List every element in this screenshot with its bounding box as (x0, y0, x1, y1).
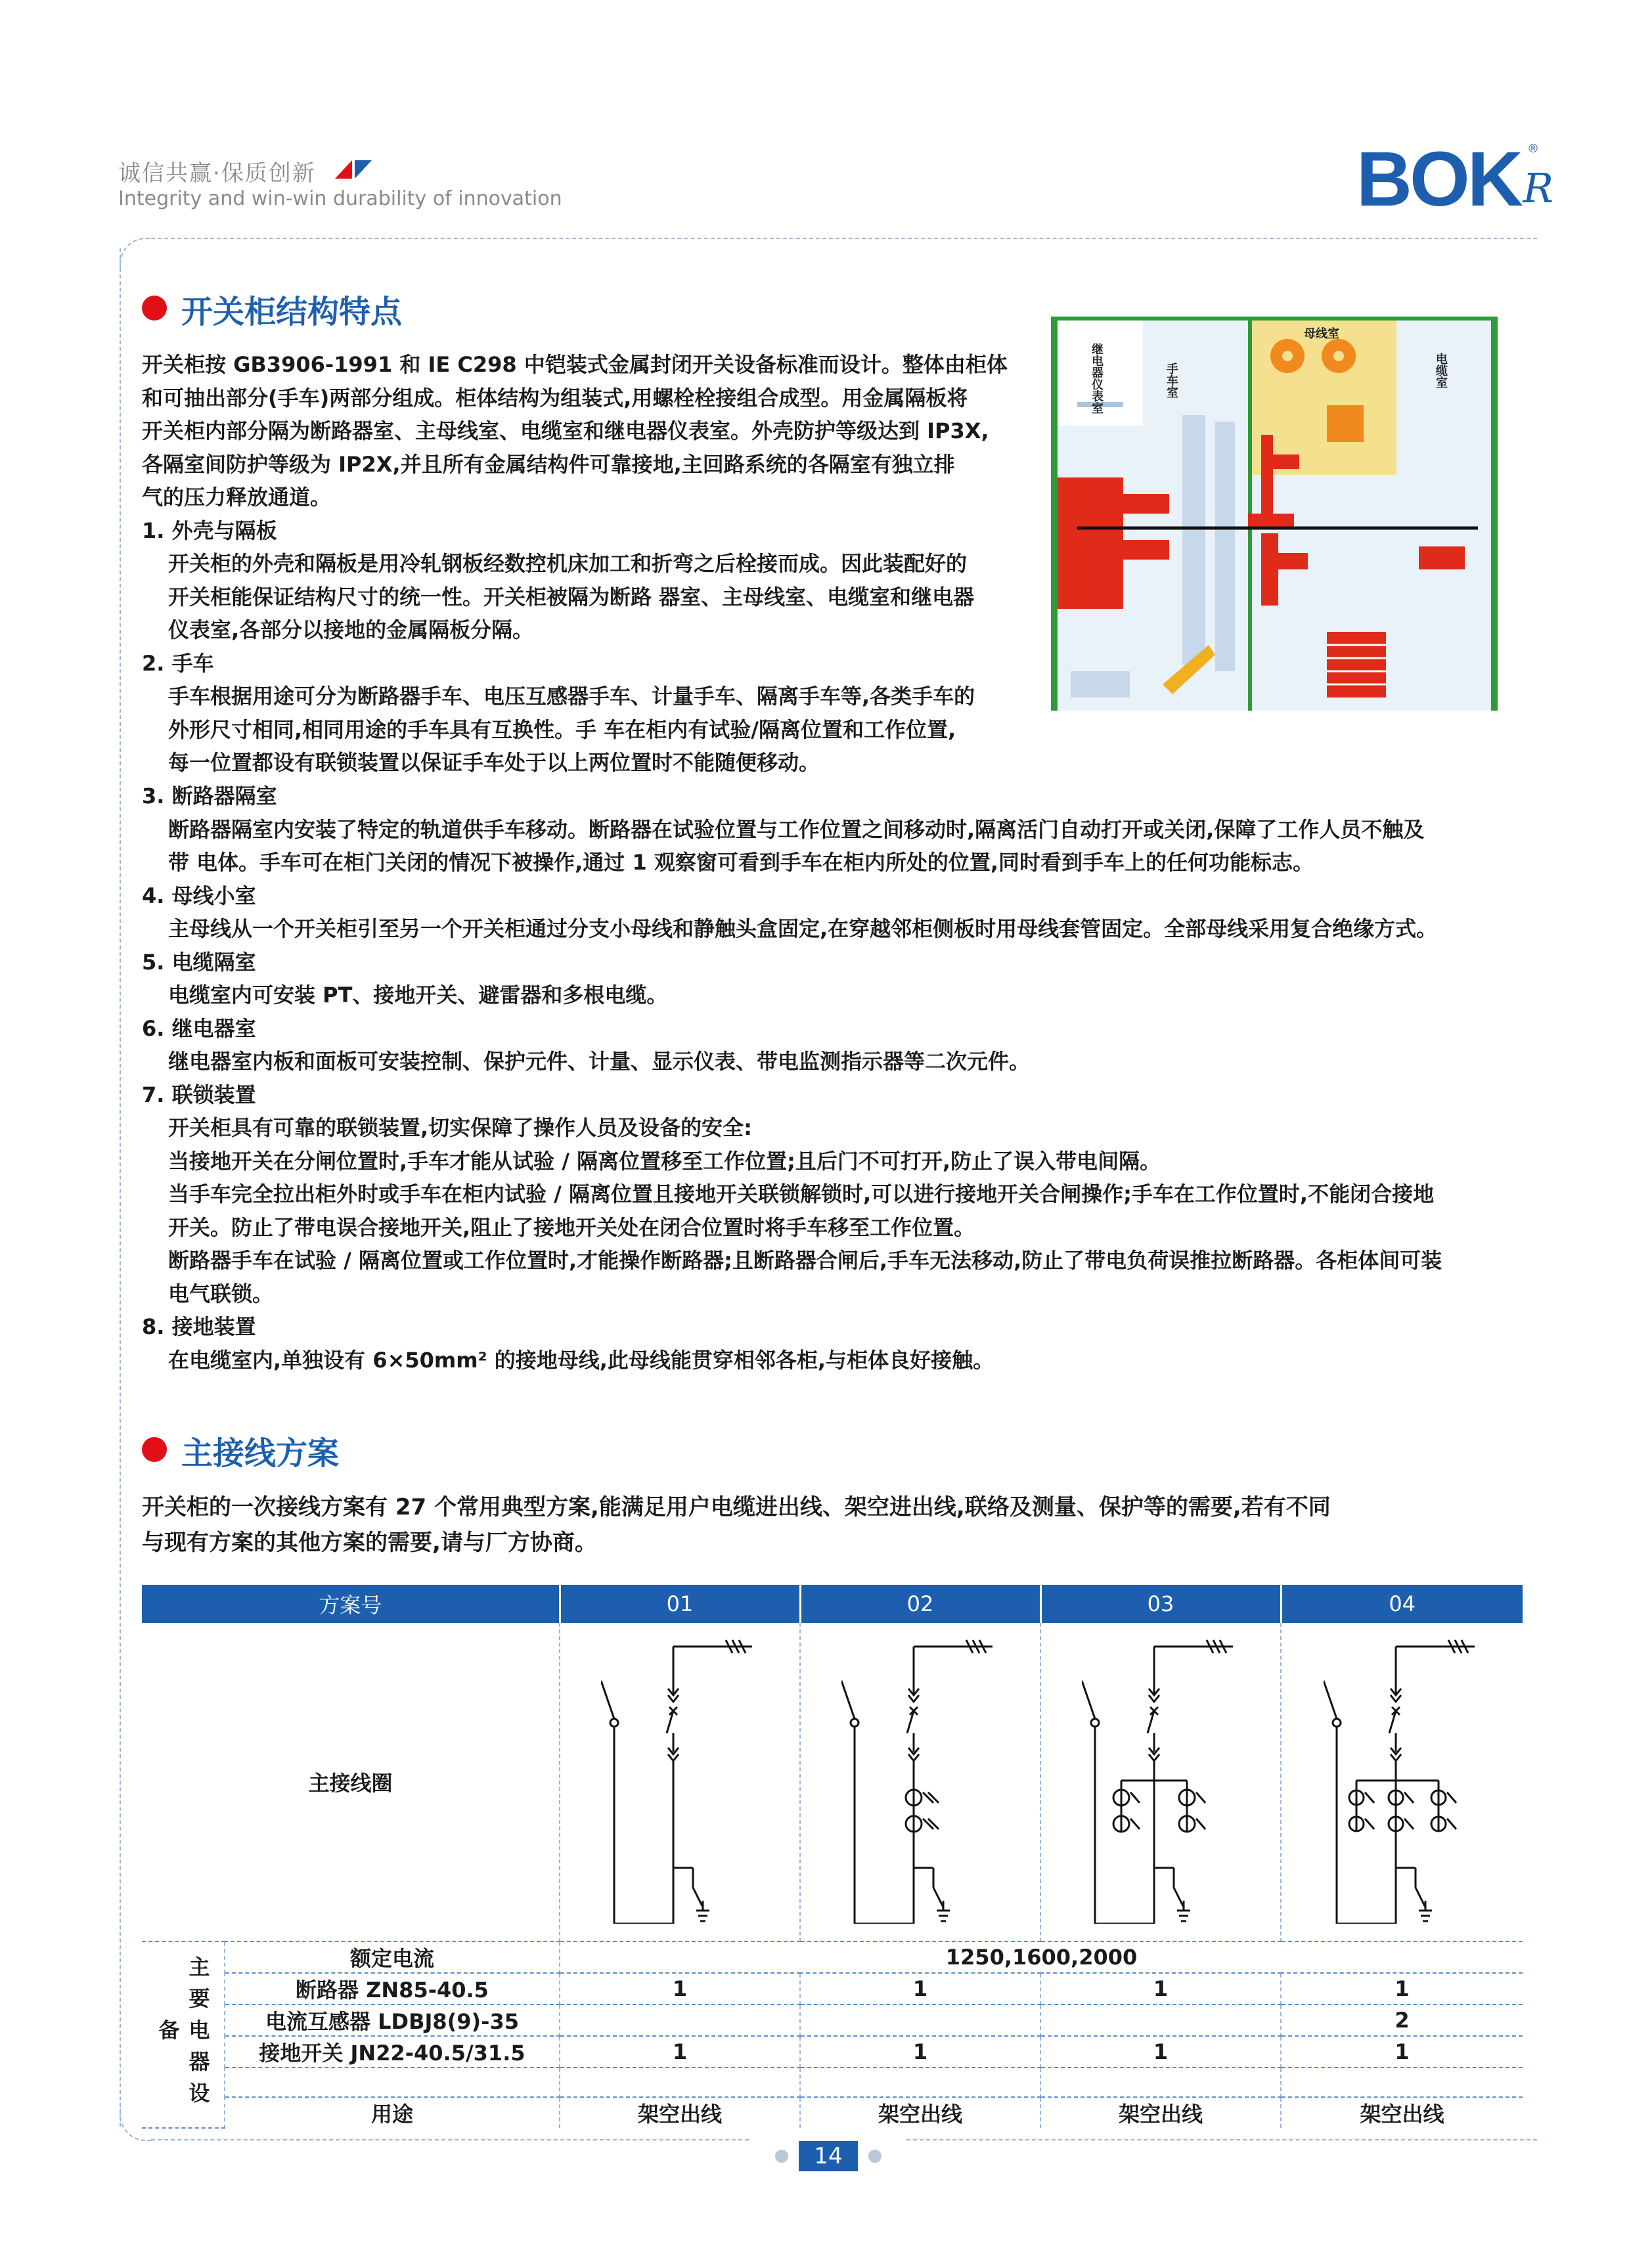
diagram-02 (800, 1623, 1040, 1941)
figure-label-cart: 手车室 (1165, 363, 1178, 398)
intro-line: 气的压力释放通道。 (142, 485, 332, 510)
section1-items-wide (142, 780, 1528, 1377)
cell: 1 (800, 1973, 1040, 2004)
item-line: 继电器室内板和面板可安装控制、保护元件、计量、显示仪表、带电监测指示器等二次元件。 (168, 1049, 1031, 1074)
row-label: 接地开关 JN22-40.5/31.5 (225, 2036, 560, 2068)
footer-line-left (151, 2139, 749, 2140)
diagram-label: 主接线圈 (142, 1623, 560, 1941)
item-head: 4. 母线小室 (142, 883, 256, 908)
page-number: 14 (799, 2141, 858, 2171)
intro-line: 开关柜的一次接线方案有 27 个常用典型方案,能满足用户电缆进出线、架空进出线,联络及测量、保护等的需要,若有不同 (142, 1494, 1331, 1520)
cell: 1 (560, 2036, 800, 2068)
cabinet-illustration (1051, 317, 1498, 711)
table-header-row (142, 1585, 1523, 1623)
rated-current-value: 1250,1600,2000 (560, 1941, 1523, 1973)
single-line-diagram-04 (1324, 1635, 1481, 1924)
item-line: 每一位置都设有联锁装置以保证手车处于以上两位置时不能随便移动。 (168, 750, 820, 775)
item-line: 断路器手车在试验 / 隔离位置或工作位置时,才能操作断路器;且断路器合闸后,手车无法移动,防止了带电负荷误推拉断路器。各柜体间可装 (168, 1248, 1442, 1273)
item-head: 3. 断路器隔室 (142, 784, 277, 808)
diagram-03 (1040, 1623, 1281, 1941)
header-col: 01 (560, 1585, 800, 1623)
diagram-01 (560, 1623, 800, 1941)
cell (1281, 2068, 1523, 2097)
cell: 架空出线 (800, 2097, 1040, 2128)
intro-line: 与现有方案的其他方案的需要,请与厂方协商。 (142, 1530, 597, 1556)
section2-title: 主接线方案 (181, 1435, 340, 1472)
slogan-en: Integrity and win-win durability of innovation (118, 187, 562, 210)
item-line: 电缆室内可安装 PT、接地开关、避雷器和多根电缆。 (168, 983, 668, 1007)
footer-line-right (906, 2139, 1537, 2140)
section1-title: 开关柜结构特点 (181, 294, 403, 330)
single-line-diagram-01 (601, 1635, 759, 1924)
item-line: 手车根据用途可分为断路器手车、电压互感器手车、计量手车、隔离手车等,各类手车的 (168, 684, 975, 709)
table-row (142, 2004, 1523, 2036)
single-line-diagram-03 (1082, 1635, 1239, 1924)
brand-logo: BOK (1356, 136, 1521, 223)
cell: 架空出线 (1360, 2102, 1444, 2127)
header-col: 03 (1040, 1585, 1281, 1623)
cell (800, 2068, 1040, 2097)
table-row (142, 1941, 1523, 1973)
slogan-cn: 诚信共赢·保质创新 (118, 160, 316, 187)
row-label (225, 2068, 560, 2097)
cell (560, 2004, 800, 2036)
item-line: 当手车完全拉出柜外时或手车在柜内试验 / 隔离位置且接地开关联锁解锁时,可以进行接地开关合闸操作;手车在工作位置时,不能闭合接地 (168, 1182, 1435, 1206)
cell (560, 2068, 800, 2097)
scheme-table (142, 1585, 1523, 2129)
header-col: 02 (800, 1585, 1040, 1623)
item-line: 电气联锁。 (168, 1281, 274, 1306)
diagram-04 (1281, 1623, 1523, 1941)
header-col: 04 (1281, 1585, 1523, 1623)
section2-intro (142, 1490, 1528, 1561)
intro-line: 开关柜按 GB3906-1991 和 IE C298 中铠装式金属封闭开关设备标准而设计。整体由柜体 (142, 352, 1008, 377)
cell (1040, 2004, 1281, 2036)
table-row (142, 2097, 1523, 2128)
item-line: 主母线从一个开关柜引至另一个开关柜通过分支小母线和静触头盒固定,在穿越邻柜侧板时用母线套管固定。全部母线采用复合绝缘方式。 (168, 916, 1438, 941)
cell: 1 (1281, 2036, 1523, 2068)
figure-label-relay: 继电器仪表室 (1090, 343, 1104, 414)
logo-triangle-blue-icon (355, 160, 372, 179)
figure-label-cable: 电缆室 (1434, 353, 1448, 388)
registered-mark: ® (1527, 142, 1539, 156)
cell: 1 (800, 2036, 1040, 2068)
table-row (142, 2068, 1523, 2097)
cell (800, 2004, 1040, 2036)
row-label: 额定电流 (225, 1941, 560, 1973)
single-line-diagram-02 (841, 1635, 999, 1924)
intro-line: 各隔室间防护等级为 IP2X,并且所有金属结构件可靠接地,主回路系统的各隔室有独立排 (142, 451, 955, 477)
page-frame-corner-top (120, 238, 152, 271)
page-dot-right-icon (868, 2150, 882, 2163)
item-head: 6. 继电器室 (142, 1015, 256, 1041)
cell: 1 (560, 1973, 800, 2004)
header-divider (151, 238, 1537, 239)
page-frame-left (120, 248, 121, 2127)
item-line: 开关。防止了带电误合接地开关,阻止了接地开关处在闭合位置时将手车移至工作位置。 (168, 1214, 975, 1240)
item-head: 1. 外壳与隔板 (142, 518, 277, 543)
intro-line: 和可抽出部分(手车)两部分组成。柜体结构为组装式,用螺栓栓接组合成型。用金属隔板将 (142, 385, 968, 410)
item-line: 断路器隔室内安装了特定的轨道供手车移动。断路器在试验位置与工作位置之间移动时,隔离活门自动打开或关闭,保障了工作人员不触及 (168, 816, 1425, 842)
item-line: 开关柜能保证结构尺寸的统一性。开关柜被隔为断路 器室、主母线室、电缆室和继电器 (168, 584, 975, 609)
section-bullet-icon (142, 1437, 167, 1462)
row-label: 断路器 ZN85-40.5 (225, 1973, 560, 2004)
cell: 架空出线 (1040, 2097, 1281, 2128)
brand-logo-mark: R (1523, 164, 1553, 212)
item-line: 开关柜的外壳和隔板是用冷轧钢板经数控机床加工和折弯之后栓接而成。因此装配好的 (168, 551, 968, 576)
item-line: 在电缆室内,单独设有 6×50mm² 的接地母线,此母线能贯穿相邻各柜,与柜体良好接触。 (168, 1347, 994, 1373)
cabinet-drawing (1051, 317, 1498, 711)
intro-line: 开关柜内部分隔为断路器室、主母线室、电缆室和继电器仪表室。外壳防护等级达到 IP3X, (142, 418, 989, 443)
item-line: 带 电体。手车可在柜门关闭的情况下被操作,通过 1 观察窗可看到手车在柜内所处的位置,同时看到手车上的任何功能标志。 (168, 850, 1314, 875)
item-line: 外形尺寸相同,相同用途的手车具有互换性。手 车在柜内有试验/隔离位置和工作位置, (168, 717, 956, 742)
item-head: 5. 电缆隔室 (142, 949, 256, 975)
table-row (142, 1973, 1523, 2004)
cell (1040, 2068, 1281, 2097)
page-dot-left-icon (775, 2150, 788, 2163)
item-head: 2. 手车 (142, 650, 214, 676)
cell: 2 (1281, 2004, 1523, 2036)
cell: 1 (1040, 2036, 1281, 2068)
side-label: 主要电器设备 (142, 1941, 225, 2128)
figure-label-busbar: 母线室 (1304, 327, 1339, 341)
cell: 架空出线 (560, 2097, 800, 2128)
section1-intro (142, 348, 1048, 780)
diagram-row (142, 1623, 1523, 1941)
cell: 1 (1281, 1973, 1523, 2004)
item-head: 8. 接地装置 (142, 1314, 256, 1339)
cell: 1 (1040, 1973, 1281, 2004)
section-bullet-icon (142, 296, 167, 321)
header-scheme-no: 方案号 (142, 1585, 560, 1623)
item-line: 仪表室,各部分以接地的金属隔板分隔。 (168, 617, 534, 642)
item-line: 当接地开关在分闸位置时,手车才能从试验 / 隔离位置移至工作位置;且后门不可打开,防止了误入带电间隔。 (168, 1148, 1161, 1174)
item-head: 7. 联锁装置 (142, 1082, 256, 1107)
table-row (142, 2036, 1523, 2068)
row-label: 用途 (225, 2097, 560, 2128)
logo-triangle-red-icon (335, 160, 352, 179)
row-label: 电流互感器 LDBJ8(9)-35 (225, 2004, 560, 2036)
item-line: 开关柜具有可靠的联锁装置,切实保障了操作人员及设备的安全: (168, 1115, 752, 1140)
